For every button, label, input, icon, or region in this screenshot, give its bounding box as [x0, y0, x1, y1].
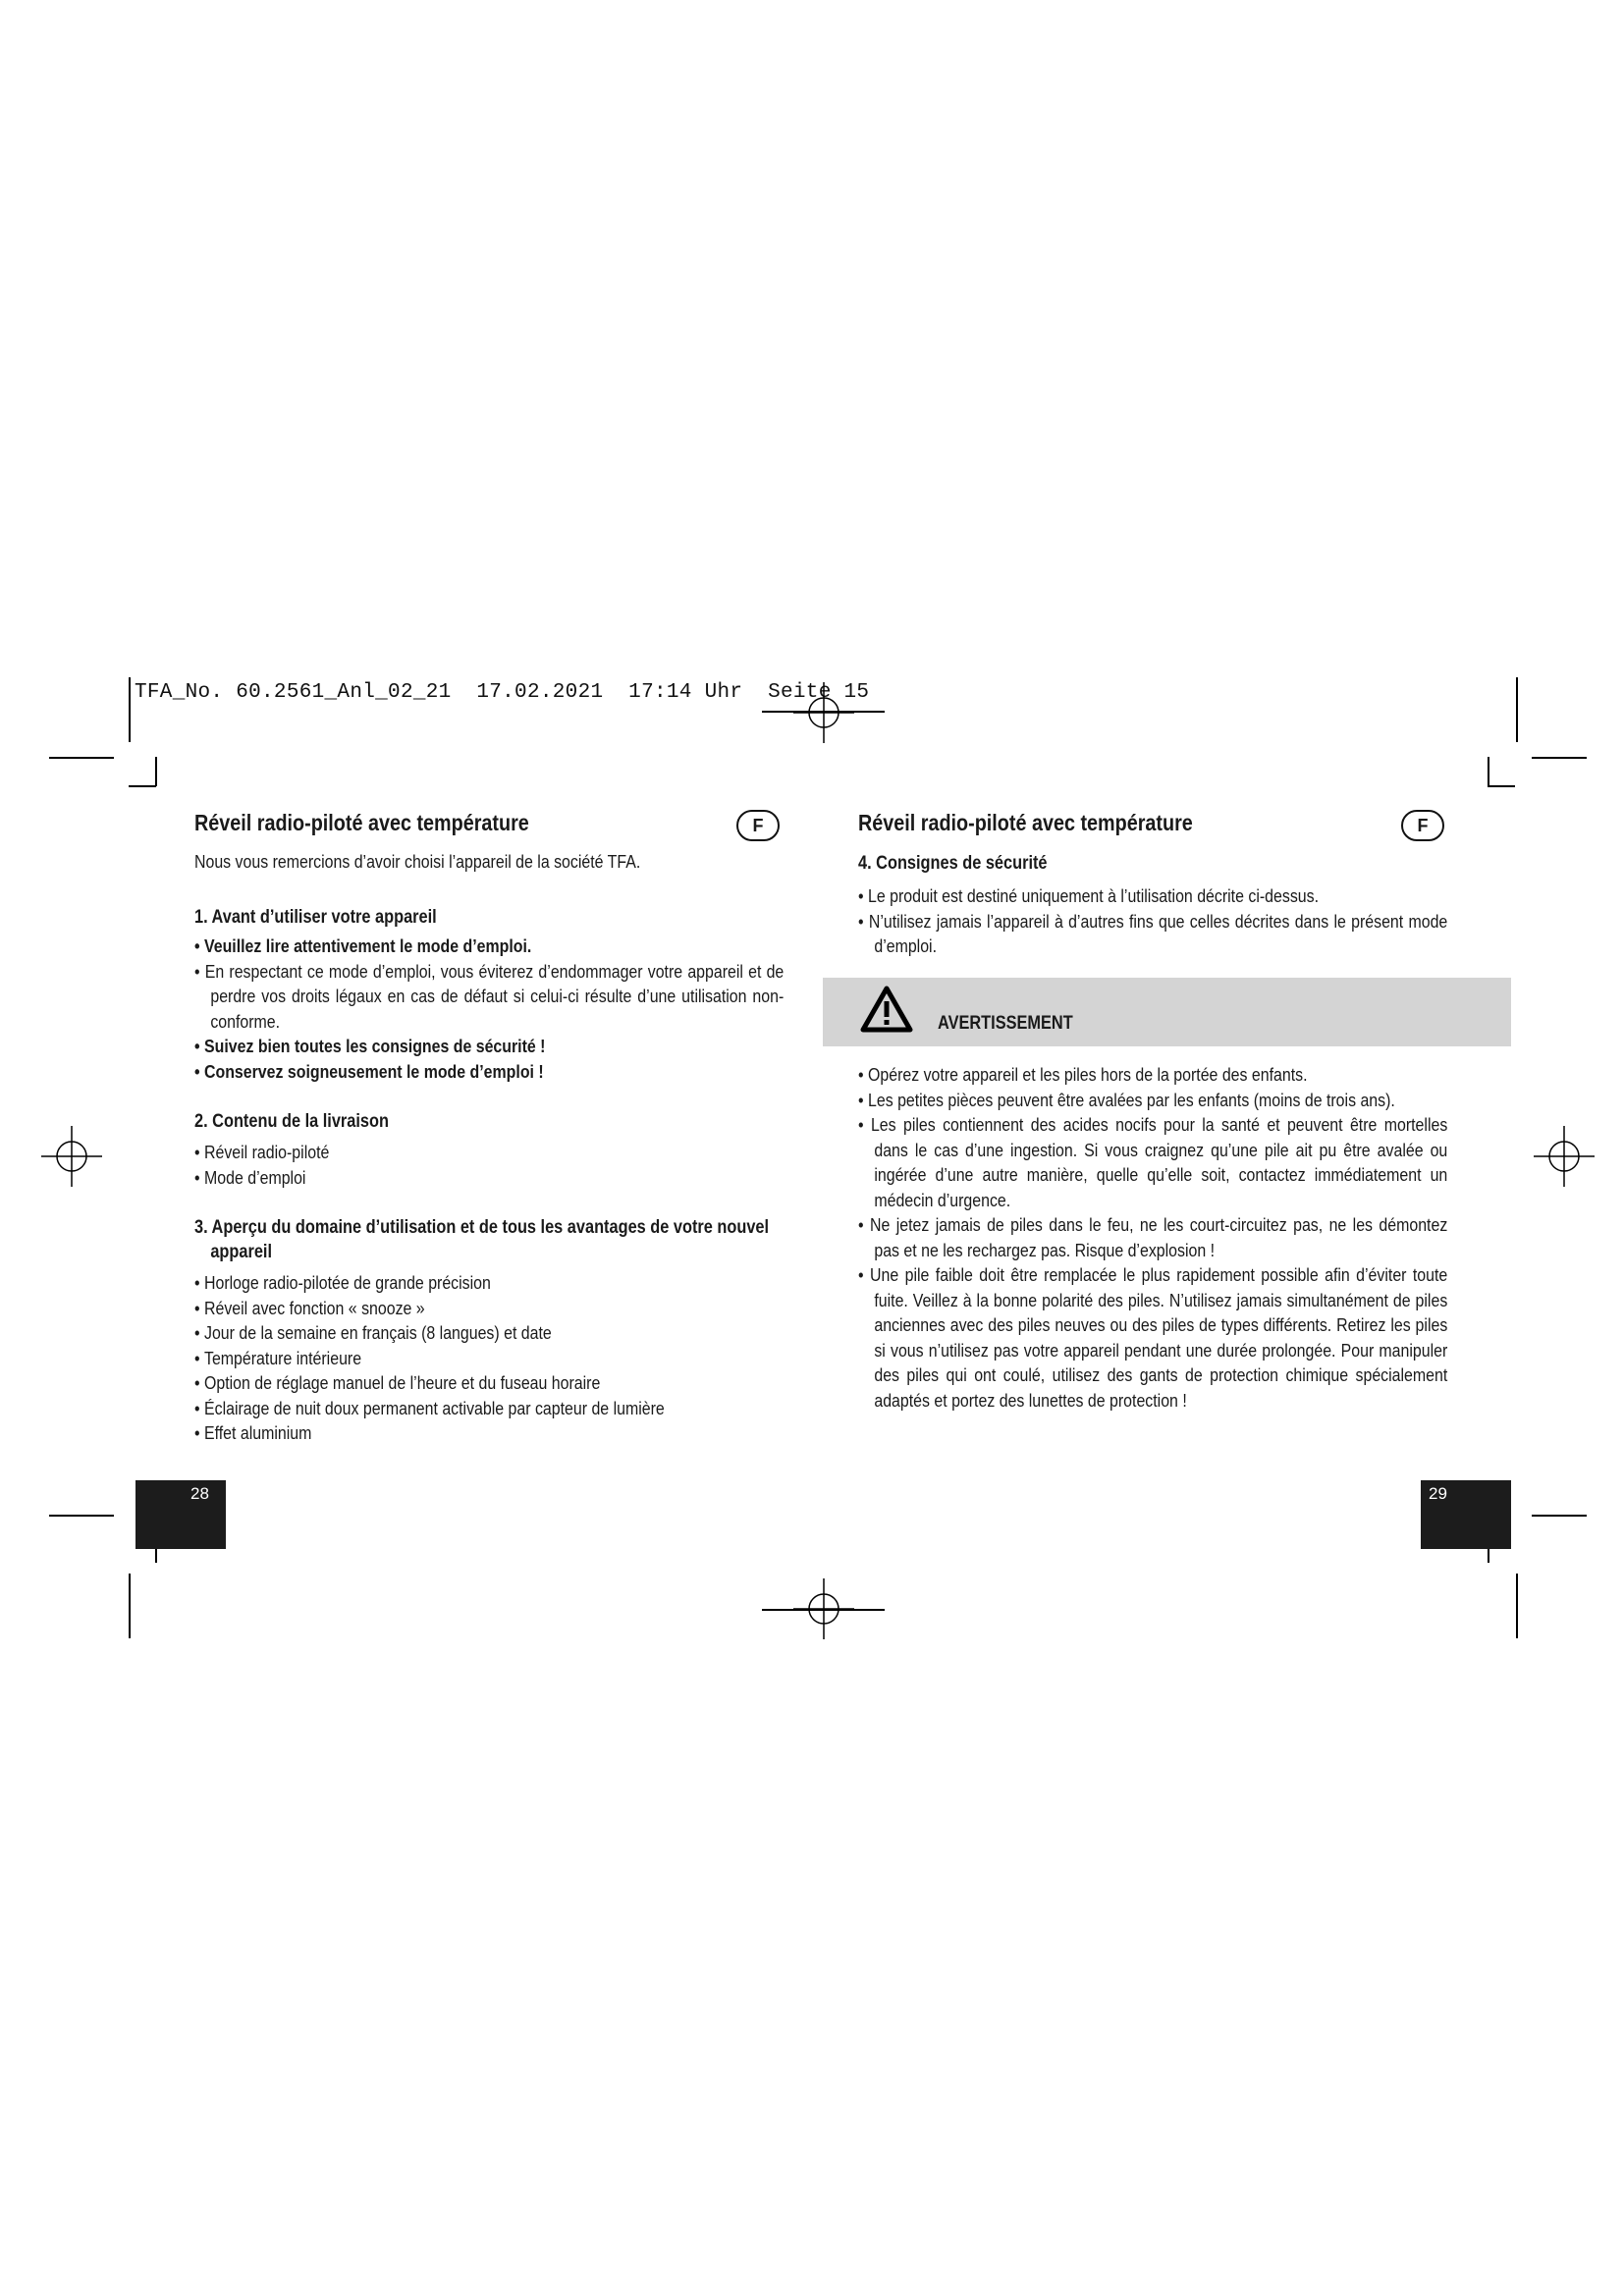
list-item: • Option de réglage manuel de l’heure et du fuseau horaire: [194, 1370, 784, 1396]
list-item: • Les piles contiennent des acides nocifs pour la santé et peuvent être mortelles dans le cas d’une ingestion. Si vous craignez qu’une pile ait pu être avalée ou ingérée d’une autre manière, quelle qu’elle soit, contactez immédiatement un médecin d’urgence.: [858, 1112, 1447, 1212]
list-item: • Le produit est destiné uniquement à l’utilisation décrite ci-dessus.: [858, 883, 1447, 909]
list-item: • Éclairage de nuit doux permanent activable par capteur de lumière: [194, 1396, 784, 1421]
section-3: [194, 1215, 784, 1446]
list-item: • Horloge radio-pilotée de grande précision: [194, 1270, 784, 1296]
page-number-tab-left: [135, 1480, 226, 1549]
list-item: • Effet aluminium: [194, 1420, 784, 1446]
intro-text: Nous vous remercions d’avoir choisi l’appareil de la société TFA.: [194, 851, 641, 872]
warning-list: [858, 1062, 1447, 1413]
section-heading: 2. Contenu de la livraison: [194, 1111, 389, 1132]
list-item: • Mode d’emploi: [194, 1165, 784, 1191]
list-item: • En respectant ce mode d’emploi, vous éviterez d’endommager votre appareil et de perdre vos droits légaux en cas de défaut si celui-ci résulte d’une utilisation non-conforme.: [194, 959, 784, 1035]
bullet-list: [194, 1140, 784, 1190]
list-item: • Conservez soigneusement le mode d’emploi !: [194, 1059, 784, 1085]
page-title: Réveil radio-piloté avec température: [858, 810, 1193, 835]
section-heading: 1. Avant d’utiliser votre appareil: [194, 907, 437, 928]
list-item: • N’utilisez jamais l’appareil à d’autres fins que celles décrites dans le présent mode d’emploi.: [858, 909, 1447, 959]
section-1: [194, 905, 784, 1084]
print-slug: TFA_No. 60.2561_Anl_02_21 17.02.2021 17:14 Uhr Seite 15: [135, 681, 870, 704]
warning-triangle-icon: [860, 986, 913, 1033]
bullet-list: [194, 934, 784, 1084]
list-item: • Opérez votre appareil et les piles hors de la portée des enfants.: [858, 1062, 1447, 1088]
page-number: 28: [190, 1484, 209, 1503]
language-badge: F: [736, 810, 780, 841]
registration-mark-top: [793, 682, 854, 743]
list-item: • Veuillez lire attentivement le mode d’emploi.: [194, 934, 784, 959]
page-number: 29: [1429, 1484, 1447, 1503]
right-page: [858, 810, 1447, 959]
warning-title: AVERTISSEMENT: [938, 1013, 1073, 1034]
left-page: [194, 810, 784, 1446]
language-badge: F: [1401, 810, 1444, 841]
list-item: • Ne jetez jamais de piles dans le feu, ne les court-circuitez pas, ne les démontez pas et ne les rechargez pas. Risque d’explosion !: [858, 1212, 1447, 1262]
page-number-tab-right: [1421, 1480, 1511, 1549]
section-heading: 4. Consignes de sécurité: [858, 853, 1048, 874]
warning-list-container: [858, 1062, 1543, 1413]
list-item: • Jour de la semaine en français (8 langues) et date: [194, 1320, 784, 1346]
registration-mark-bottom: [793, 1578, 854, 1639]
list-item: • Une pile faible doit être remplacée le plus rapidement possible afin d’éviter toute fuite. Veillez à la bonne polarité des piles. N’utilisez jamais simultanément de piles anciennes avec des piles neuves ou des piles de types différents. Retirez les piles si vous n’utilisez pas votre appareil pendant une durée prolongée. Pour manipuler des piles qui ont coulé, utilisez des gants de protection chimique spécialement adaptés et portez des lunettes de protection !: [858, 1262, 1447, 1413]
list-item: • Réveil avec fonction « snooze »: [194, 1296, 784, 1321]
list-item: • Température intérieure: [194, 1346, 784, 1371]
list-item: • Suivez bien toutes les consignes de sécurité !: [194, 1034, 784, 1059]
section-heading: 3. Aperçu du domaine d’utilisation et de tous les avantages de votre nouvel appareil: [194, 1217, 770, 1262]
registration-mark-left: [41, 1126, 102, 1187]
list-item: • Les petites pièces peuvent être avalées par les enfants (moins de trois ans).: [858, 1088, 1447, 1113]
page-title: Réveil radio-piloté avec température: [194, 810, 529, 835]
list-item: • Réveil radio-piloté: [194, 1140, 784, 1165]
bullet-list: [194, 1270, 784, 1446]
warning-band: [823, 978, 1511, 1046]
section-2: [194, 1109, 784, 1190]
bullet-list: [858, 883, 1447, 959]
